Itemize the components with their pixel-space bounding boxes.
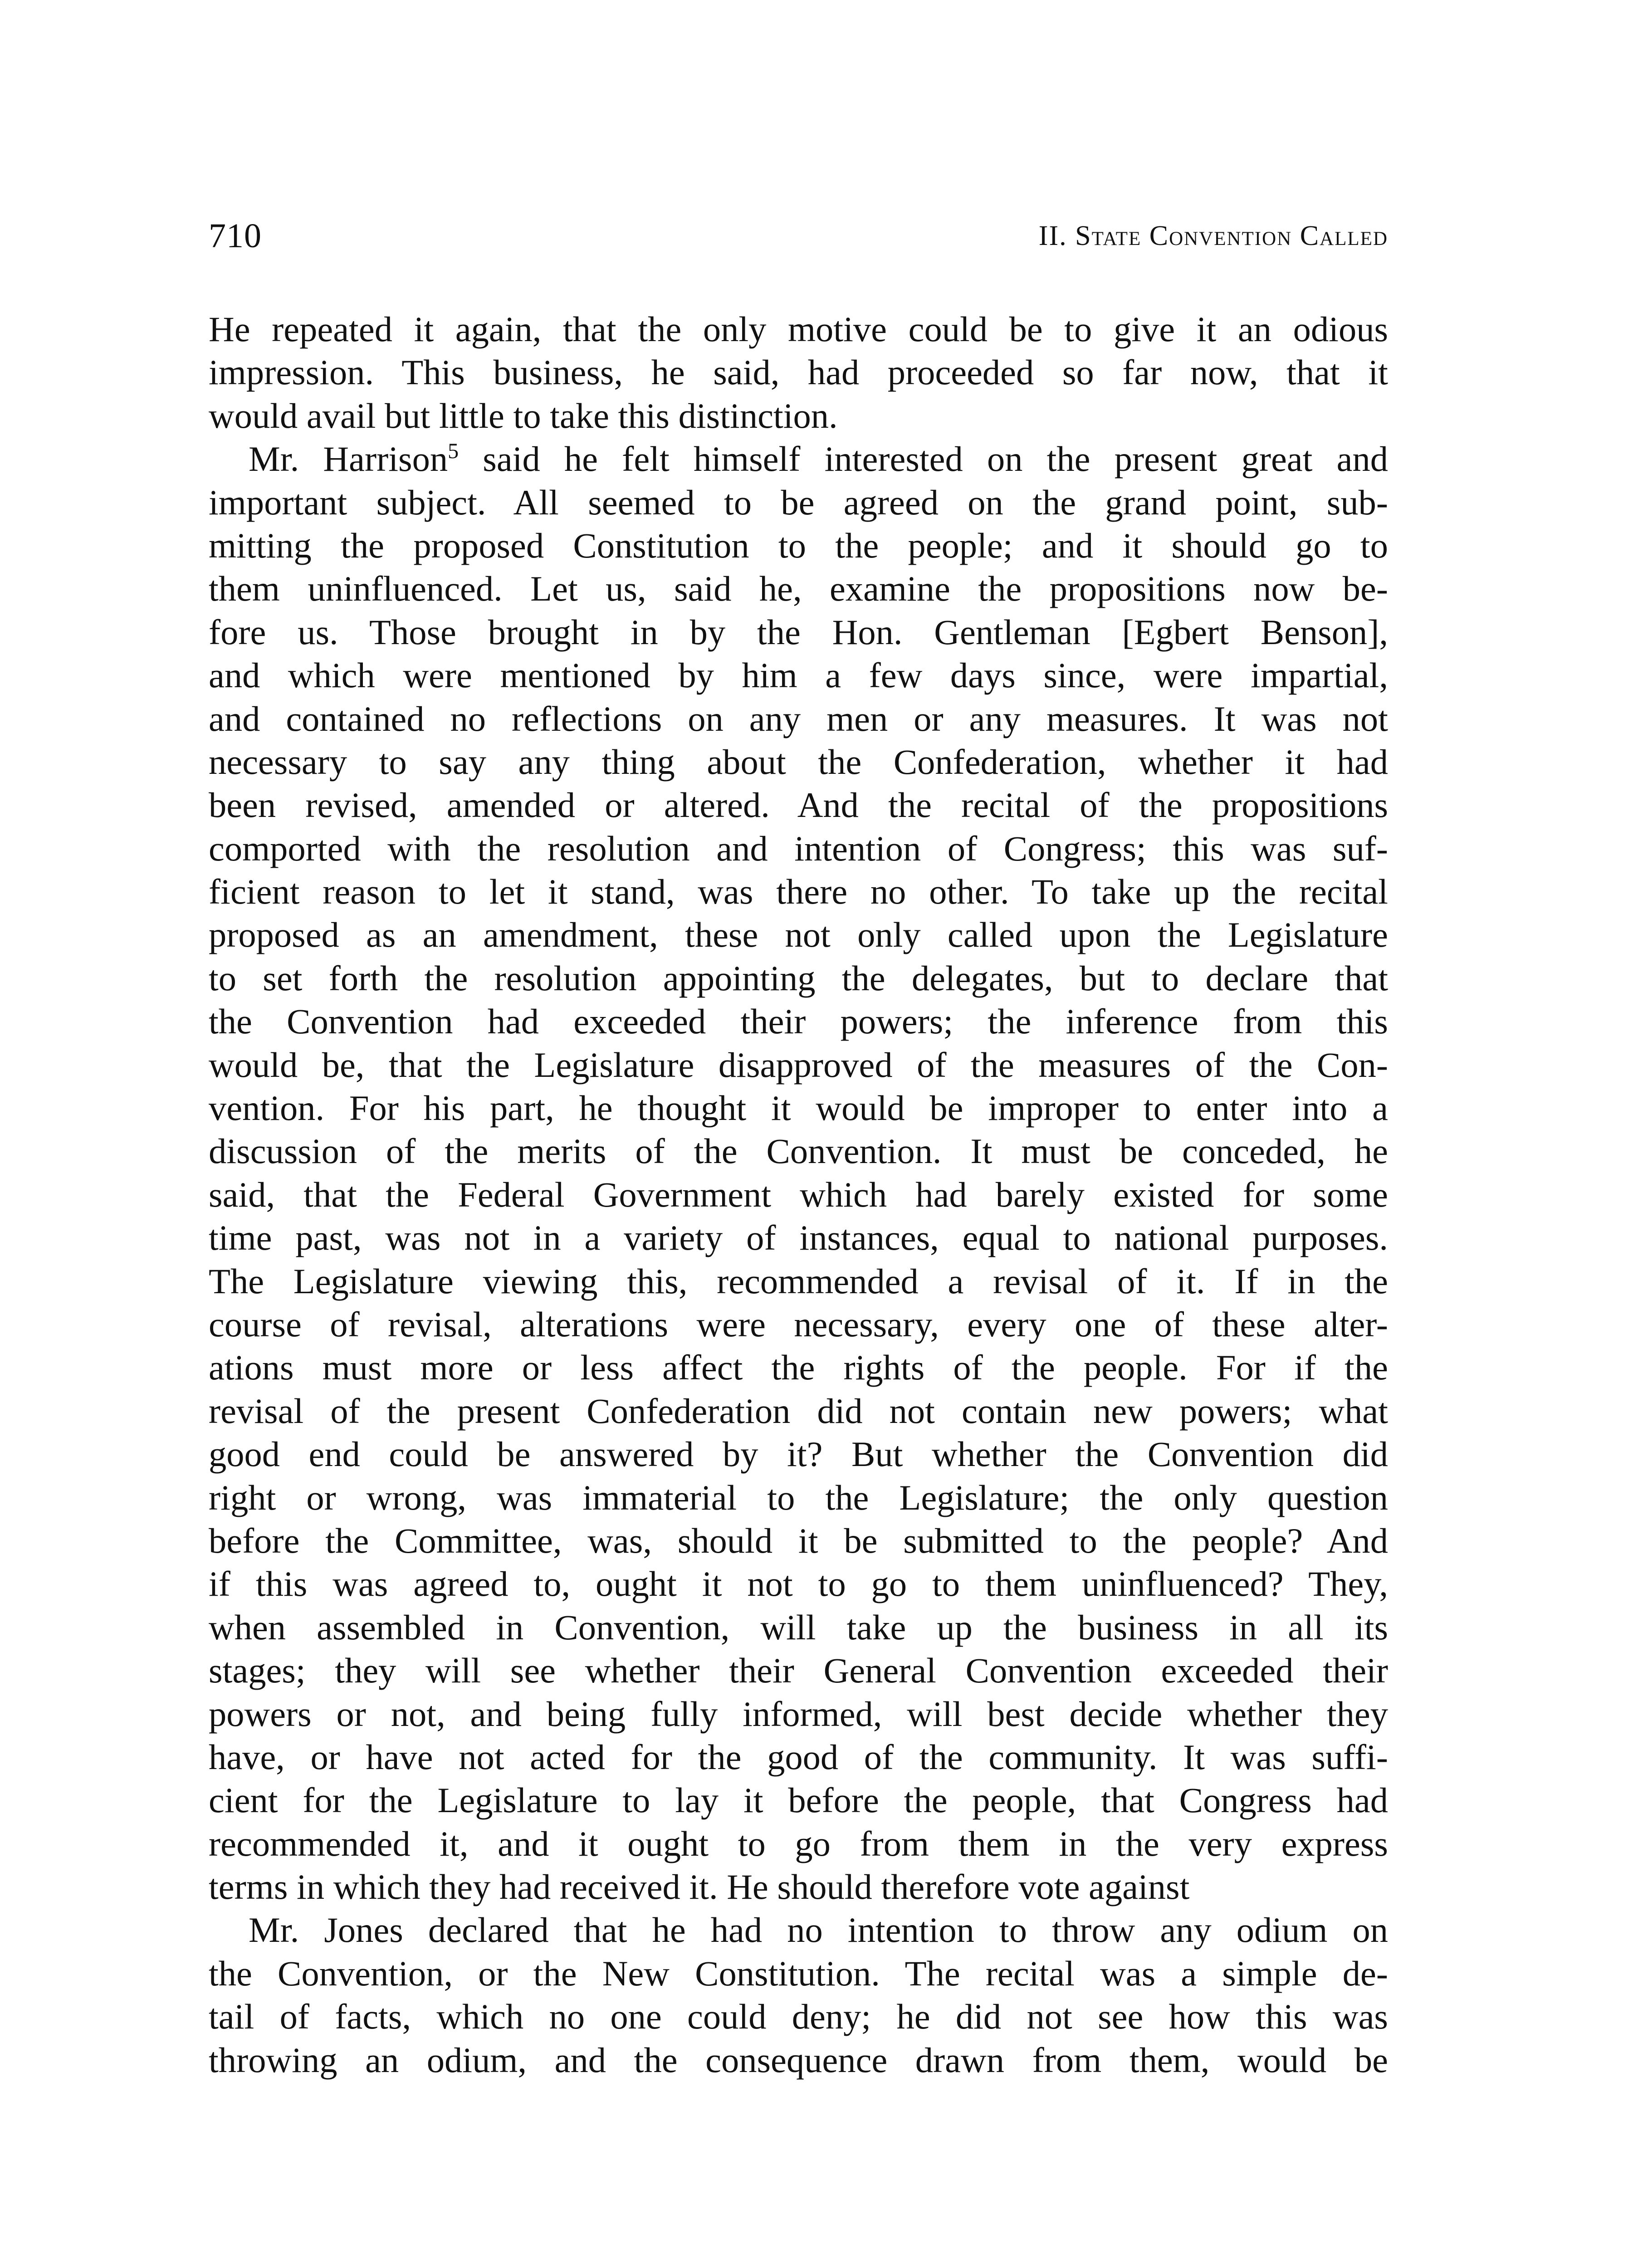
text-line: before the Committee, was, should it be submitted to the people? And <box>209 1520 1388 1560</box>
text-line: and contained no reflections on any men or any measures. It was not <box>209 699 1388 738</box>
text-line: said, that the Federal Government which had barely existed for some <box>209 1174 1388 1214</box>
text-line: good end could be answered by it? But whether the Convention did <box>209 1434 1388 1474</box>
paragraph-3 <box>209 1908 1388 2082</box>
text-line: throwing an odium, and the consequence drawn from them, would be <box>209 2040 1388 2080</box>
text-line: and which were mentioned by him a few days since, were impartial, <box>209 655 1388 695</box>
text-line: stages; they will see whether their General Convention exceeded their <box>209 1651 1388 1691</box>
text-line: cient for the Legislature to lay it before the people, that Congress had <box>209 1780 1388 1820</box>
running-head <box>209 213 1388 268</box>
text-line: ficient reason to let it stand, was there no other. To take up the recital <box>209 872 1388 912</box>
body-text <box>209 308 1388 2167</box>
text-line: to set forth the resolution appointing the delegates, but to declare that <box>209 958 1388 998</box>
text-line: comported with the resolution and intention of Congress; this was suf- <box>209 828 1388 868</box>
text-line: fore us. Those brought in by the Hon. Gentleman [Egbert Benson], <box>209 612 1388 652</box>
speaker-name: Mr. Harrison <box>249 439 448 479</box>
text-line: vention. For his part, he thought it would be improper to enter into a <box>209 1088 1388 1128</box>
page-number: 710 <box>209 217 262 255</box>
paragraph-2 <box>209 437 1388 1908</box>
text-line: time past, was not in a variety of instances, equal to national purposes. <box>209 1218 1388 1258</box>
text-line: recommended it, and it ought to go from them in the very express <box>209 1823 1388 1863</box>
text-line: Mr. Jones declared that he had no intention to throw any odium on <box>249 1910 1388 1950</box>
text-line: ations must more or less affect the rights of the people. For if the <box>209 1348 1388 1388</box>
text-line: revisal of the present Confederation did not contain new powers; what <box>209 1391 1388 1431</box>
text-line: tail of facts, which no one could deny; he did not see how this was <box>209 1997 1388 2037</box>
text-line: important subject. All seemed to be agreed on the grand point, sub- <box>209 482 1388 522</box>
text-line: been revised, amended or altered. And the recital of the propositions <box>209 785 1388 825</box>
text-line: discussion of the merits of the Convention. It must be conceded, he <box>209 1131 1388 1171</box>
text-line <box>209 437 1388 480</box>
text-line: proposed as an amendment, these not only called upon the Legislature <box>209 915 1388 955</box>
text-line: would be, that the Legislature disapproved of the measures of the Con- <box>209 1045 1388 1085</box>
text-line: necessary to say any thing about the Confederation, whether it had <box>209 742 1388 782</box>
text-line: powers or not, and being fully informed, will best decide whether they <box>209 1694 1388 1734</box>
text-line-rest: said he felt himself interested on the present great and <box>459 439 1388 479</box>
text-line: the Convention had exceeded their powers; the inference from this <box>209 1002 1388 1041</box>
text-line: right or wrong, was immaterial to the Legislature; the only question <box>209 1477 1388 1517</box>
text-line: The Legislature viewing this, recommended a revisal of it. If in the <box>209 1261 1388 1301</box>
footnote-reference: 5 <box>448 439 459 464</box>
text-line: them uninfluenced. Let us, said he, examine the propositions now be- <box>209 569 1388 609</box>
text-line: have, or have not acted for the good of the community. It was suffi- <box>209 1737 1388 1777</box>
text-line: impression. This business, he said, had proceeded so far now, that it <box>209 352 1388 392</box>
text-line: course of revisal, alterations were necessary, every one of these alter- <box>209 1304 1388 1344</box>
text-line: terms in which they had received it. He should therefore vote against <box>209 1867 1190 1907</box>
text-line: would avail but little to take this distinction. <box>209 396 838 435</box>
text-line: mitting the proposed Constitution to the people; and it should go to <box>209 525 1388 565</box>
section-title: II. State Convention Called <box>1038 220 1388 251</box>
text-line: if this was agreed to, ought it not to go to them uninfluenced? They, <box>209 1564 1388 1604</box>
text-line: the Convention, or the New Constitution. The recital was a simple de- <box>209 1953 1388 1993</box>
text-line: He repeated it again, that the only motive could be to give it an odious <box>209 309 1388 349</box>
text-line: when assembled in Convention, will take up the business in all its <box>209 1607 1388 1647</box>
paragraph-1 <box>209 308 1388 437</box>
